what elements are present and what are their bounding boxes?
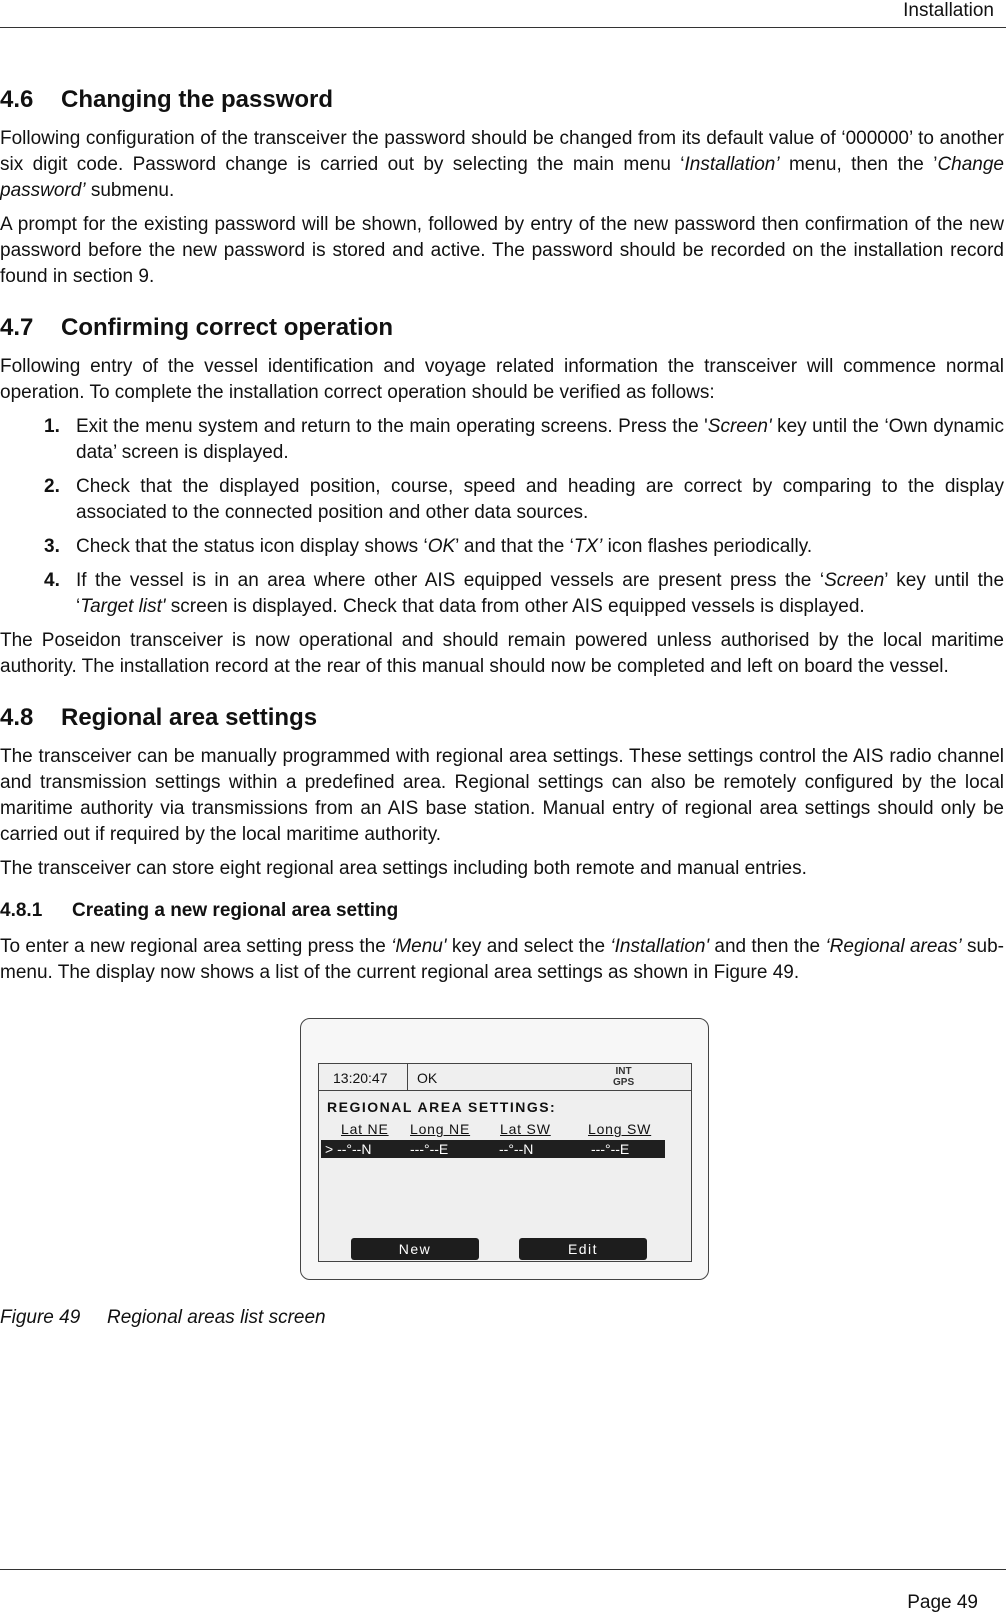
step-number: 1. bbox=[44, 416, 60, 437]
section-heading-4-8 bbox=[0, 704, 1004, 732]
page-number: Page 49 bbox=[907, 1592, 978, 1613]
cell-long-sw: ---°--E bbox=[591, 1141, 630, 1157]
paragraph: A prompt for the existing password will be shown, followed by entry of the new password then confirmation of the new password before the new password is stored and active. The password should be recorded on the installation record found in section 9. bbox=[0, 214, 1004, 287]
paragraph: The Poseidon transceiver is now operational and should remain powered unless authorised by the local maritime authority. The installation record at the rear of this manual should now be completed and left on board the vessel. bbox=[0, 630, 1004, 677]
device-screen bbox=[318, 1063, 692, 1262]
section-number: 4.8 bbox=[0, 704, 34, 731]
footer-rule bbox=[0, 1569, 1006, 1570]
status-bar bbox=[319, 1064, 691, 1091]
step-list bbox=[0, 414, 1004, 620]
column-header-lat-sw: Lat SW bbox=[500, 1121, 551, 1137]
list-item: 1. Exit the menu system and return to the main operating screens. Press the 'Screen' key until the ‘Own dynamic data’ screen is displayed. bbox=[44, 416, 1005, 463]
header-rule bbox=[0, 27, 1006, 28]
cell-long-ne: ---°--E bbox=[410, 1141, 449, 1157]
paragraph: Following entry of the vessel identification and voyage related information the transceiver will commence normal operation. To complete the installation correct operation should be verified as follows: bbox=[0, 356, 1004, 403]
selected-table-row[interactable] bbox=[321, 1140, 665, 1158]
cell-lat-ne: > --°--N bbox=[325, 1141, 372, 1157]
subsection-heading-4-8-1 bbox=[0, 900, 1004, 922]
column-header-long-sw: Long SW bbox=[588, 1121, 652, 1137]
paragraph: The transceiver can store eight regional area settings including both remote and manual entries. bbox=[0, 858, 807, 879]
paragraph: The transceiver can be manually programmed with regional area settings. These settings control the AIS radio channel and transmission settings within a predefined area. Regional settings can also be remotely configured by the local maritime authority via transmissions from an AIS base station. Manual entry of regional area settings should only be carried out if required by the local maritime authority. bbox=[0, 746, 1004, 845]
list-item: 4. If the vessel is in an area where other AIS equipped vessels are present press the ‘Screen’ key until the ‘Target list' screen is displayed. Check that data from other AIS equipped vessels is displayed. bbox=[44, 570, 1005, 617]
step-number: 2. bbox=[44, 476, 60, 497]
list-item: 3. Check that the status icon display shows ‘OK’ and that the ‘TX’ icon flashes periodically. bbox=[0, 534, 1004, 560]
section-number: 4.6 bbox=[0, 86, 34, 113]
figure-label: Figure 49 bbox=[0, 1307, 81, 1328]
section-title: Changing the password bbox=[61, 86, 334, 113]
section-heading-4-7 bbox=[0, 314, 1004, 342]
column-header-lat-ne: Lat NE bbox=[341, 1121, 389, 1137]
subsection-number: 4.8.1 bbox=[0, 900, 43, 921]
status-ok: OK bbox=[417, 1070, 438, 1086]
running-header: Installation bbox=[903, 0, 994, 21]
section-number: 4.7 bbox=[0, 314, 34, 341]
figure-caption-text: Regional areas list screen bbox=[107, 1307, 326, 1328]
device-display-figure bbox=[300, 1018, 709, 1280]
list-item: 2. Check that the displayed position, course, speed and heading are correct by comparing to the display associated to the connected position and other data sources. bbox=[44, 476, 1004, 523]
paragraph: To enter a new regional area setting press the ‘Menu' key and select the ‘Installation' and then the ‘Regional areas’ sub-menu. The display now shows a list of the current regional area settings as shown in Figure 49. bbox=[0, 936, 1005, 983]
new-softkey[interactable]: New bbox=[351, 1238, 479, 1260]
page-body bbox=[0, 86, 1004, 994]
step-number: 4. bbox=[44, 570, 60, 591]
status-time: 13:20:47 bbox=[333, 1070, 388, 1086]
figure-caption bbox=[0, 1307, 326, 1329]
section-title: Confirming correct operation bbox=[61, 314, 394, 341]
section-heading-4-6 bbox=[0, 86, 1004, 114]
subsection-title: Creating a new regional area setting bbox=[72, 900, 399, 921]
edit-softkey[interactable]: Edit bbox=[519, 1238, 647, 1260]
paragraph: Following configuration of the transceiver the password should be changed from its default value of ‘000000’ to another six digit code. Password change is carried out by selecting the main menu ‘Installation’ menu, then the ’Change password’ submenu. bbox=[0, 128, 1004, 201]
column-header-long-ne: Long NE bbox=[410, 1121, 471, 1137]
screen-title: REGIONAL AREA SETTINGS: bbox=[327, 1099, 557, 1115]
status-divider bbox=[407, 1064, 408, 1090]
step-number: 3. bbox=[44, 536, 60, 557]
cell-lat-sw: --°--N bbox=[499, 1141, 534, 1157]
gps-source-indicator: INT GPS bbox=[613, 1066, 635, 1088]
section-title: Regional area settings bbox=[61, 704, 318, 731]
